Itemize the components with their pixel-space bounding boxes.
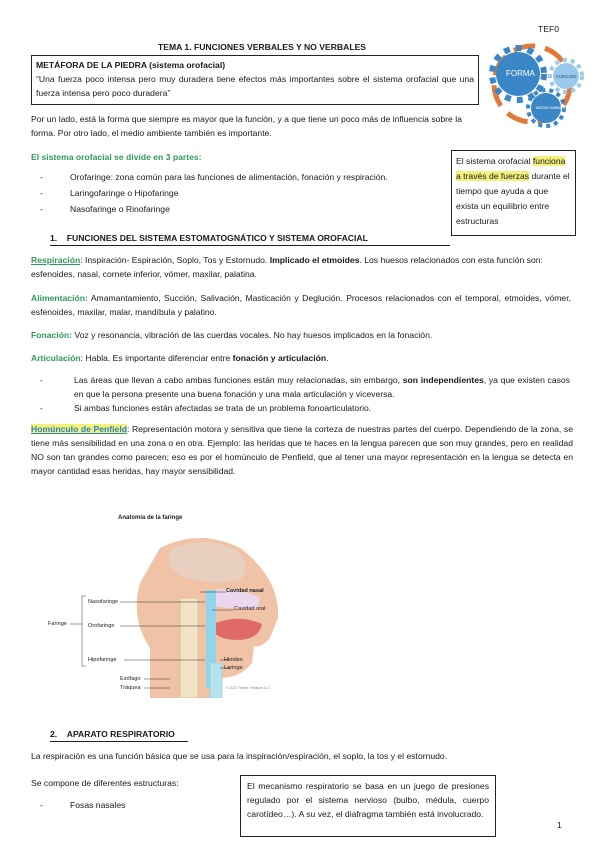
list-item: - Las áreas que llevan a cabo ambas funciones están muy relacionadas, sin embargo, son independientes, ya que existen casos en que la persona presente una buena fonación y una mala articulación y viceversa. — [40, 375, 570, 399]
metaphor-quote: “Una fuerza poco intensa pero muy duradera tiene efectos más importantes sobre el sistema orofacial que una fuerza intensa pero poco duradera” — [36, 74, 474, 98]
esofago-label: Esófago — [120, 676, 141, 682]
cavidad-oral-label: Cavidad oral — [234, 606, 266, 612]
nasofaringe-label: Nasofaringe — [88, 599, 119, 605]
section1-underline — [50, 245, 450, 246]
list-item: - Laringofaringe o Hipofaringe — [40, 188, 179, 198]
respiratory-note-box: El mecanismo respiratorio se basa en un juego de presiones regulado por el sistema nervioso (bulbo, médula, cuerpo carotídeo…). A su vez, el diafragma también está involucrado. — [240, 775, 496, 837]
articulacion-list — [40, 373, 570, 415]
forma-label: FORMA — [506, 69, 535, 78]
metaphor-title: METÁFORA DE LA PIEDRA — [36, 60, 147, 70]
figure-credit: © 2007 Terese Winslow LLC — [226, 686, 271, 690]
metaphor-title-suffix: (sistema orofacial) — [146, 60, 226, 70]
division-heading: El sistema orofacial se divide en 3 partes: — [31, 152, 202, 162]
homunculo-paragraph: Homúnculo de Penfield: Representación motora y sensitiva que tiene la corteza de nuestras partes del cuerpo. Dependiendo de la zona, se tiene más sensibilidad en una zona o en otra. Ejemplo: las heridas que te haces en la lengua parecen que son muy grandes, pero en realidad NO son tan grandes como parecen; eso es por el homúnculo de Penfield, que al tener una mayor representación en la lengua se detecta en mayor cantidad esas heridas, hay mayor sensibilidad. — [31, 424, 573, 476]
list-item: - Nasofaringe o Rinofaringe — [40, 204, 170, 214]
metaphor-box — [31, 55, 479, 105]
faringe-label: Faringe — [48, 621, 67, 627]
leader-lines — [40, 510, 300, 700]
medio-label: MEDIO AMBIENTE — [536, 105, 571, 110]
section2-underline — [50, 741, 188, 742]
hioides-label: Hioides — [224, 657, 243, 663]
section2-compone: Se compone de diferentes estructuras: — [31, 778, 179, 788]
section1-heading: 1. FUNCIONES DEL SISTEMA ESTOMATOGNÁTICO Y SISTEMA OROFACIAL — [50, 233, 368, 243]
list-item: - Fosas nasales — [40, 800, 126, 810]
page-title: TEMA 1. FUNCIONES VERBALES Y NO VERBALES — [158, 42, 367, 52]
alimentacion-paragraph: Alimentación: Amamantamiento, Succión, Salivación, Masticación y Deglución. Procesos relacionados con el temporal, etmoides, vómer, esfenoides, maxilar, malar, mandíbula y palatino. — [31, 293, 571, 317]
laringe-label: Laringe — [224, 665, 243, 671]
sidebox-note: El sistema orofacial funciona a través de fuerzas durante el tiempo que ayuda a que exista un equilibrio entre estructuras — [451, 150, 576, 236]
orofaringe-label: Orofaringe — [88, 623, 115, 629]
funcion-label: FUNCIÓN — [556, 74, 577, 79]
list-item: - Si ambas funciones están afectadas se trata de un problema fonoarticulatorio. — [40, 403, 372, 413]
respiracion-paragraph: Respiración: Inspiración- Espiración, Soplo, Tos y Estornudo. Implicado el etmoides. Los huesos relacionados con esta función son: esfenoides, nasal, cornete inferior, vómer, maxilar, palatina. — [31, 255, 543, 279]
pharynx-figure — [40, 510, 300, 700]
gears-logo — [480, 38, 590, 128]
page-number: 1 — [557, 820, 562, 830]
section2-heading: 2. APARATO RESPIRATORIO — [50, 729, 175, 739]
articulacion-paragraph: Articulación: Habla. Es importante diferenciar entre fonación y articulación. — [31, 353, 329, 363]
intro-paragraph: Por un lado, está la forma que siempre es mayor que la función, y a que tiene un poco más de influencia sobre la forma. Por otro lado, el medio ambiente también es importante. — [31, 114, 462, 138]
cavidad-nasal-label: Cavidad nasal — [226, 588, 264, 594]
figure-title: Anatomía de la faringe — [118, 515, 183, 521]
section2-intro: La respiración es una función básica que se usa para la inspiración/espiración, el soplo, la tos y el estornudo. — [31, 751, 448, 761]
fonacion-paragraph: Fonación: Voz y resonancia, vibración de las cuerdas vocales. No hay huesos implicados en la fonación. — [31, 330, 433, 340]
hipofaringe-label: Hipofaringe — [88, 657, 117, 663]
traquea-label: Tráquea — [120, 685, 141, 691]
division-list — [40, 170, 450, 216]
list-item: - Orofaringe: zona común para las funciones de alimentación, fonación y respiración. — [40, 172, 388, 182]
document-code: TEF0 — [538, 24, 560, 34]
